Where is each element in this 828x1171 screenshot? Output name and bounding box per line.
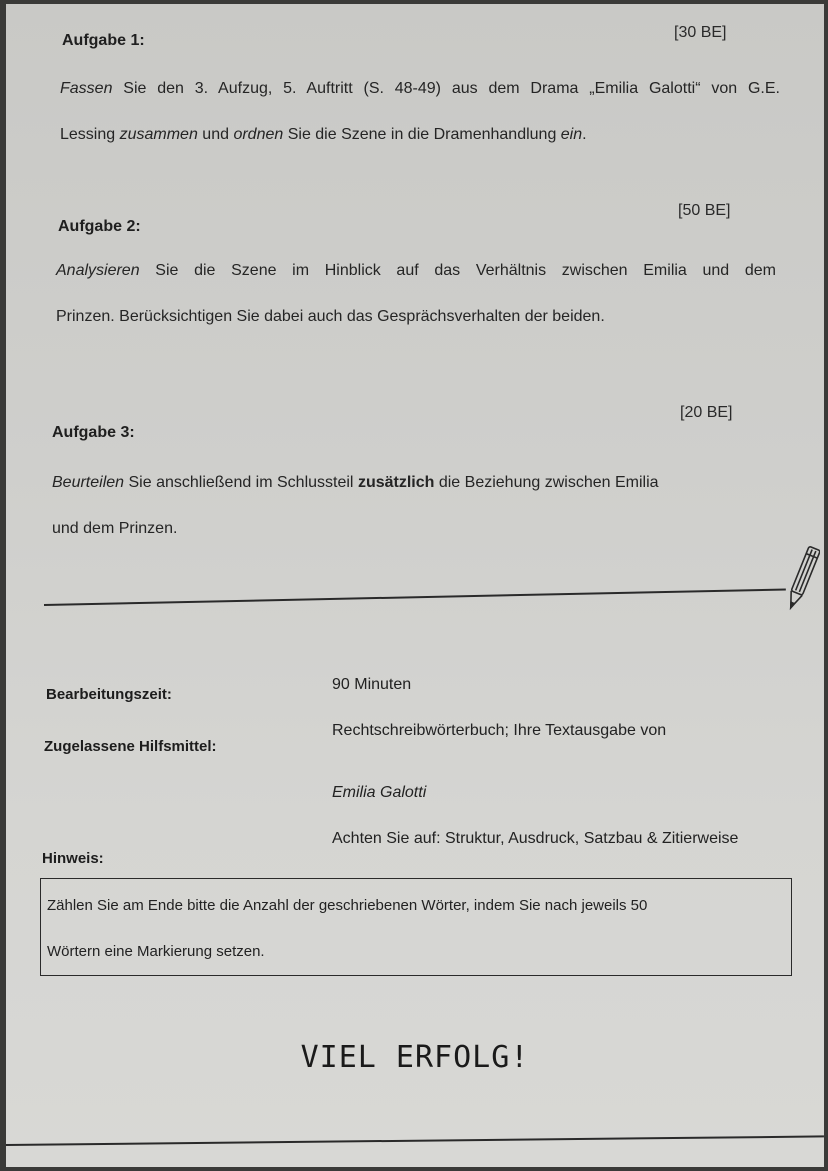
task-2-points: [50 BE] bbox=[678, 202, 731, 219]
time-label: Bearbeitungszeit: bbox=[46, 686, 172, 703]
task-1-line-1: Fassen Sie den 3. Aufzug, 5. Auftritt (S. 48-49) aus dem Drama „Emilia Galotti“ von G.E. bbox=[60, 80, 780, 97]
task-3-text bbox=[52, 460, 772, 552]
aids-value-1: Rechtschreibwörterbuch; Ihre Textausgabe von bbox=[332, 722, 667, 739]
task-2-text bbox=[56, 248, 776, 340]
hint-value: Achten Sie auf: Struktur, Ausdruck, Satzbau & Zitierweise bbox=[332, 830, 739, 847]
task-3-line-2: und dem Prinzen. bbox=[52, 520, 178, 537]
note-box bbox=[40, 878, 792, 976]
bottom-line bbox=[6, 1135, 824, 1146]
task-1-points: [30 BE] bbox=[674, 24, 727, 41]
aids-label: Zugelassene Hilfsmittel: bbox=[44, 738, 217, 755]
task-1-text bbox=[60, 66, 780, 158]
hint-label: Hinweis: bbox=[42, 850, 104, 867]
time-value: 90 Minuten bbox=[332, 676, 412, 693]
task-3-points: [20 BE] bbox=[680, 404, 733, 421]
task-2-line-2: Prinzen. Berücksichtigen Sie dabei auch das Gesprächsverhalten der beiden. bbox=[56, 308, 605, 325]
task-3-title: Aufgabe 3: bbox=[52, 424, 135, 441]
exam-sheet bbox=[6, 4, 824, 1167]
note-line-2: Wörtern eine Markierung setzen. bbox=[47, 943, 265, 960]
task-2-title: Aufgabe 2: bbox=[58, 218, 141, 235]
task-2-line-1: Analysieren Sie die Szene im Hinblick auf das Verhältnis zwischen Emilia und dem bbox=[56, 262, 776, 279]
pencil-icon bbox=[784, 542, 820, 618]
divider-line bbox=[44, 588, 786, 606]
aids-value-2: Emilia Galotti bbox=[332, 784, 427, 801]
task-1-title: Aufgabe 1: bbox=[62, 32, 145, 49]
note-line-1: Zählen Sie am Ende bitte die Anzahl der geschriebenen Wörter, indem Sie nach jeweils 50 bbox=[47, 897, 648, 914]
task-3-line-1: Beurteilen Sie anschließend im Schlussteil zusätzlich die Beziehung zwischen Emilia bbox=[52, 474, 659, 491]
task-1-line-2: Lessing zusammen und ordnen Sie die Szene in die Dramenhandlung ein. bbox=[60, 126, 587, 143]
closing-message: VIEL ERFOLG! bbox=[300, 1040, 530, 1075]
